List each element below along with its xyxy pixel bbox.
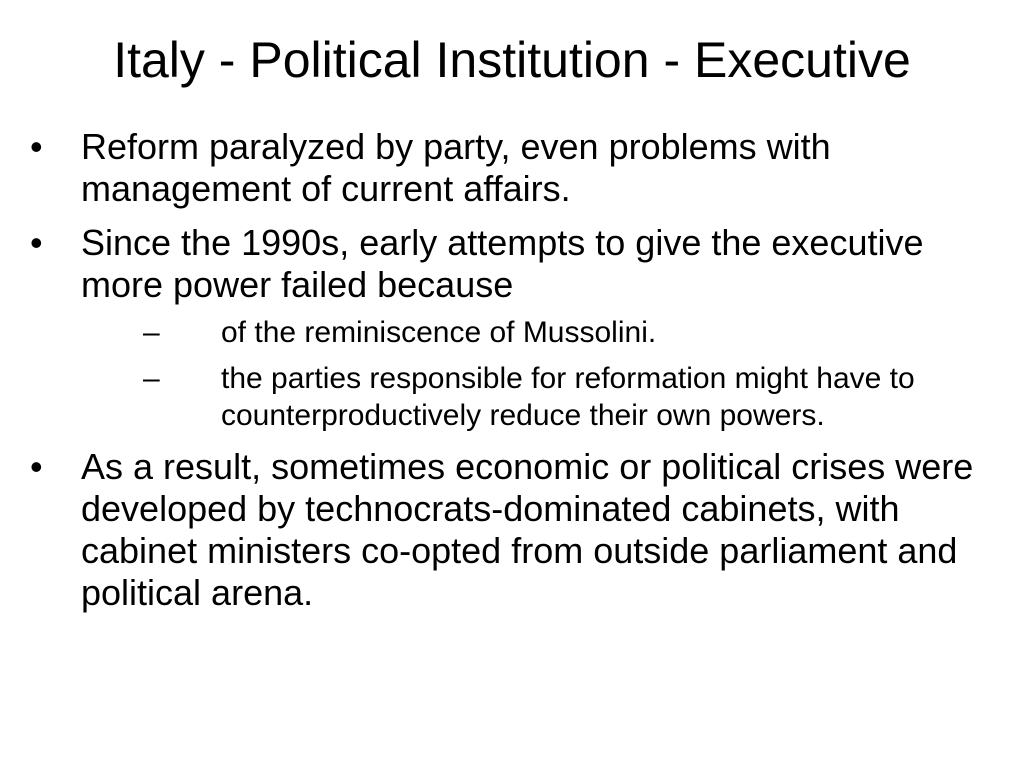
bullet-text: Since the 1990s, early attempts to give the executive more power failed because [81,222,924,305]
slide-title: Italy - Political Institution - Executive [113,32,911,88]
bullet-item [0,222,1024,306]
sub-bullet-text: the parties responsible for reformation might have to counterproductively reduce their own powers. [221,362,915,432]
bullet-text: As a result, sometimes economic or political crises were developed by technocrats-dominated cabinets, with cabinet ministers co-opted from outside parliament and political arena. [81,446,974,613]
bullet-list [0,126,1024,626]
bullet-item [0,126,1024,210]
dash-marker: – [143,362,160,395]
bullet-item [0,446,1024,614]
sub-bullet-text: of the reminiscence of Mussolini. [221,316,657,349]
sub-bullet-list [0,314,1024,434]
bullet-marker: • [30,222,43,263]
sub-bullet-item [0,314,1024,351]
bullet-text: Reform paralyzed by party, even problems with management of current affairs. [81,126,831,209]
bullet-marker: • [30,446,43,487]
sub-bullet-item [0,360,1024,434]
dash-marker: – [143,316,160,349]
bullet-marker: • [30,126,43,167]
